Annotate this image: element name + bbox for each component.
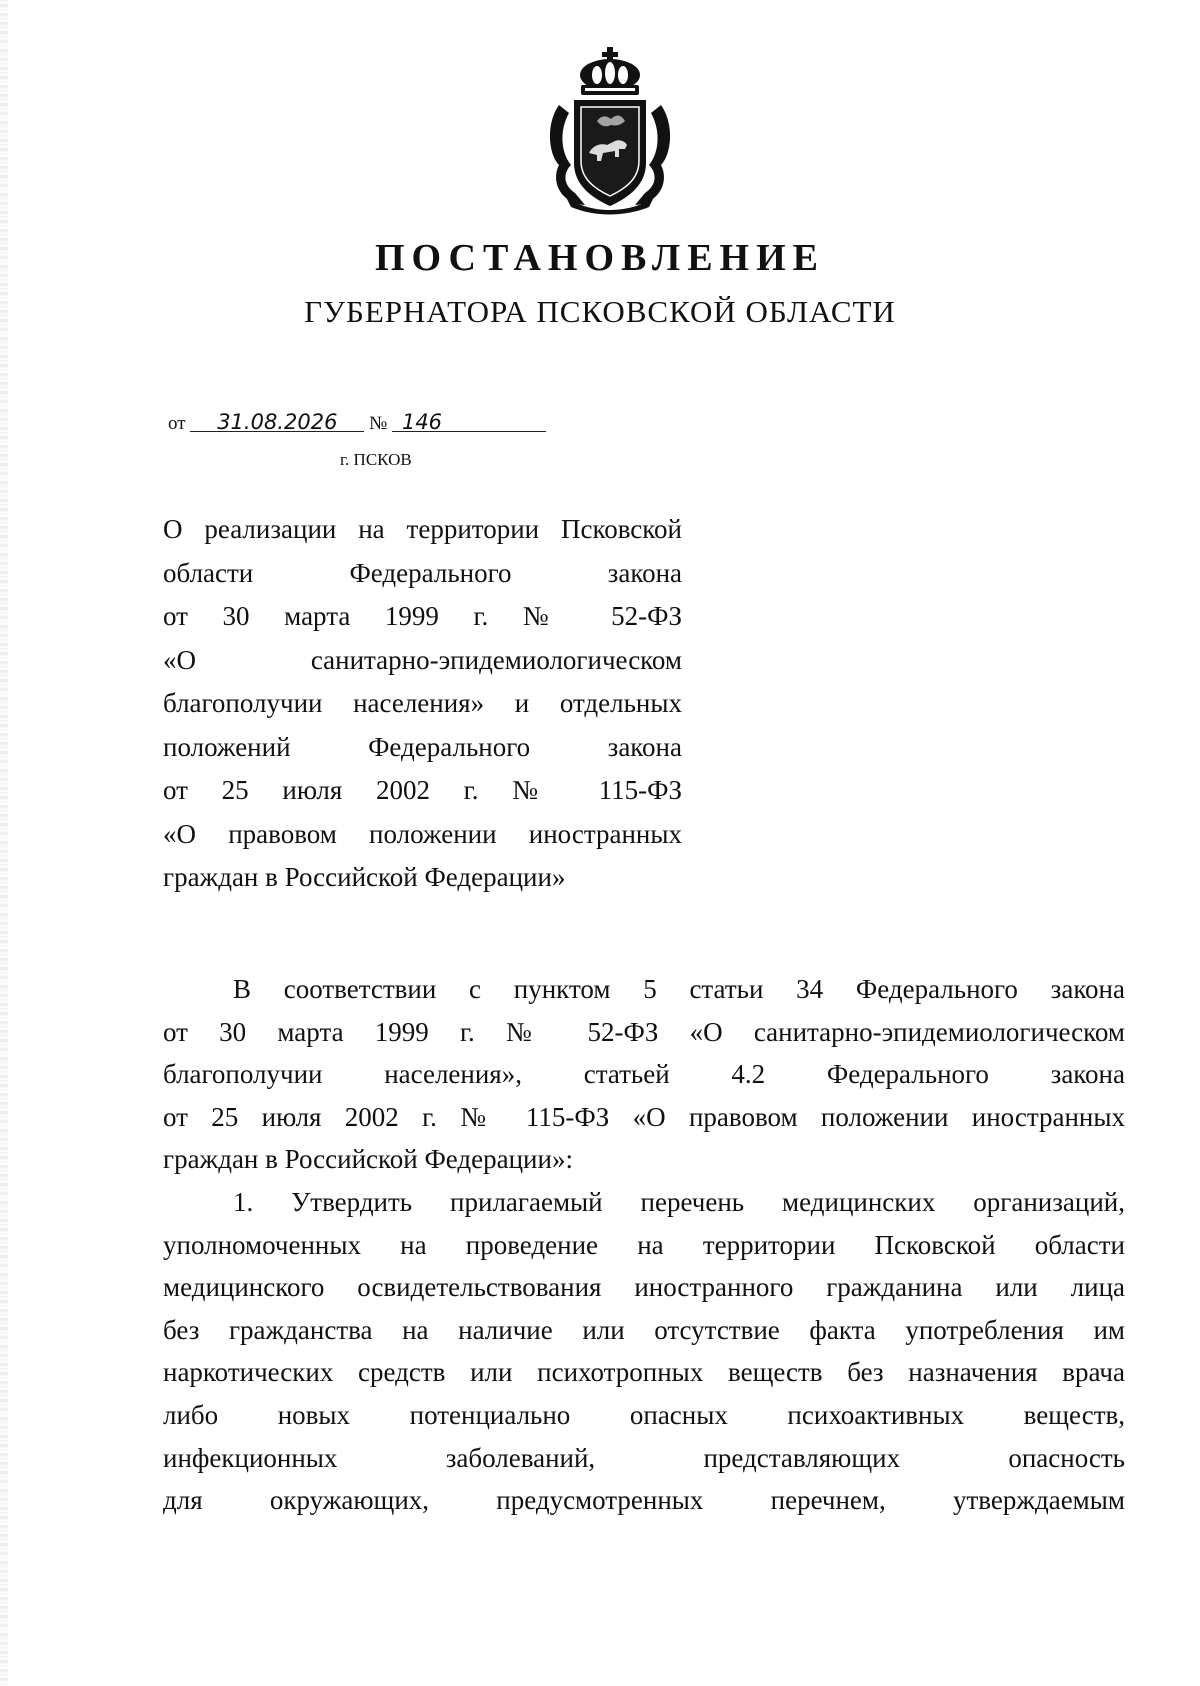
body-line: наркотических средств или психотропных веществ без назначения врача (163, 1357, 1125, 1388)
body-line: благополучии населения», статьей 4.2 Федерального закона (163, 1059, 1125, 1090)
subject-line: области Федерального закона (163, 557, 682, 588)
subject-line: от 30 марта 1999 г. № 52-ФЗ (163, 601, 682, 631)
document-subject (163, 508, 682, 900)
body-line: от 25 июля 2002 г. № 115-ФЗ «О правовом положении иностранных (163, 1101, 1125, 1132)
body-line: уполномоченных на проведение на территории Псковской области (163, 1229, 1125, 1260)
body-line: без гражданства на наличие или отсутствие факта употребления им (163, 1314, 1125, 1345)
subject-line: от 25 июля 2002 г. № 115-ФЗ (163, 775, 682, 805)
date-value: 31.08.2026 (190, 413, 364, 432)
document-title: ПОСТАНОВЛЕНИЕ (374, 237, 826, 279)
number-prefix: № (369, 413, 388, 434)
date-number-line (168, 410, 546, 435)
body-line: граждан в Российской Федерации»: (163, 1144, 573, 1175)
body-line: либо новых потенциально опасных психоактивных веществ, (163, 1399, 1125, 1430)
body-line: от 30 марта 1999 г. № 52-ФЗ «О санитарно-эпидемиологическом (163, 1016, 1125, 1047)
city-label: г. ПСКОВ (340, 450, 412, 469)
coat-of-arms-icon (545, 45, 675, 215)
body-line: 1. Утвердить прилагаемый перечень медицинских организаций, (233, 1186, 1125, 1217)
number-value: 146 (392, 413, 546, 432)
subject-line: «О санитарно-эпидемиологическом (163, 644, 682, 675)
subject-line: положений Федерального закона (163, 731, 682, 762)
body-line: В соответствии с пунктом 5 статьи 34 Федерального закона (233, 974, 1125, 1004)
subject-line: граждан в Российской Федерации» (163, 862, 566, 892)
date-prefix: от (168, 413, 186, 434)
subject-line: О реализации на территории Псковской (163, 514, 682, 544)
body-line: медицинского освидетельствования иностранного гражданина или лица (163, 1272, 1125, 1303)
subject-line: «О правовом положении иностранных (163, 818, 682, 849)
body-line: инфекционных заболеваний, представляющих опасность (163, 1442, 1125, 1473)
body-line: для окружающих, предусмотренных перечнем, утверждаемым (163, 1485, 1125, 1516)
document-subtitle: ГУБЕРНАТОРА ПСКОВСКОЙ ОБЛАСТИ (304, 294, 896, 329)
subject-line: благополучии населения» и отдельных (163, 688, 682, 718)
document-body (163, 968, 1125, 1522)
